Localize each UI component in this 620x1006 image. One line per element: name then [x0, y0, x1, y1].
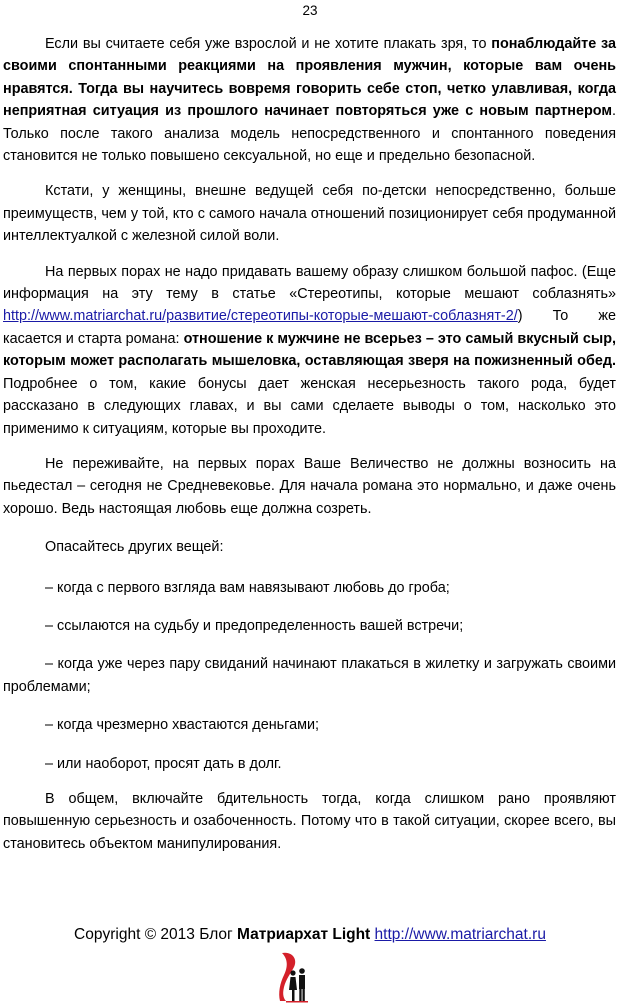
footer-link[interactable]: http://www.matriarchat.ru: [374, 926, 546, 943]
paragraph-3-text-3: Подробнее о том, какие бонусы дает женская несерьезность такого рода, будет рассказано в следующих главах, и вы сами сделаете выводы о том, насколько это применимо к ситуациям, которые вы проходите.: [3, 375, 616, 437]
footer-prefix: Copyright © 2013 Блог: [74, 926, 238, 943]
paragraph-3: [3, 261, 616, 440]
footer-copyright: [0, 924, 620, 946]
list-item-3: – когда уже через пару свиданий начинают плакаться в жилетку и загружать своими проблемами;: [3, 656, 616, 695]
paragraph-1-text-1: Если вы считаете себя уже взрослой и не хотите плакать зря, то: [45, 36, 492, 52]
article-link[interactable]: http://www.matriarchat.ru/развитие/стереотипы-которые-мешают-соблазнят-2/: [3, 308, 518, 325]
list-item-1: – когда с первого взгляда вам навязывают любовь до гроба;: [45, 579, 450, 596]
paragraph-3-text-1: На первых порах не надо придавать вашему образу слишком большой пафос. (Еще информация на эту тему в статье «Стереотипы, которые мешают соблазнять»: [3, 263, 616, 303]
paragraph-3-text-2: ) То же касается и старта романа:: [3, 308, 616, 347]
list-item-2: – ссылаются на судьбу и предопределенность вашей встречи;: [45, 617, 464, 634]
paragraph-2: Кстати, у женщины, внешне ведущей себя по-детски непосредственно, больше преимуществ, чем у той, кто с самого начала отношений позиционирует себя продуманной интеллектуалкой с железной силой воли.: [3, 183, 616, 245]
page-content: [3, 33, 616, 855]
paragraph-5: Опасайтесь других вещей:: [45, 539, 224, 556]
paragraph-1-text-2: . Только после такого анализа модель непосредственного и спонтанного поведения становится не только повышено сексуальной, но еще и предельно безопасной.: [3, 103, 616, 165]
paragraph-1: [3, 33, 616, 167]
list-item-4: – когда чрезмерно хвастаются деньгами;: [45, 717, 320, 734]
paragraph-4: Не переживайте, на первых порах Ваше Величество не должны возносить на пьедестал – сегодня не Средневековье. Для начала романа это нормально, и даже очень хорошо. Ведь настоящая любовь еще должна созреть.: [3, 455, 616, 517]
matriarchat-logo-icon: [278, 949, 314, 1003]
paragraph-3-bold: отношение к мужчине не всерьез – это самый вкусный сыр, которым может располагать мышеловка, оставляющая зверя на пожизненный обед.: [3, 330, 617, 370]
page-number: 23: [302, 3, 318, 18]
list-item-5: – или наоборот, просят дать в долг.: [45, 755, 282, 772]
paragraph-1-bold: понаблюдайте за своими спонтанными реакциями на проявления мужчин, которые вам очень нравятся. Тогда вы научитесь вовремя говорить себе стоп, четко улавливая, когда неприятная ситуация из прошлого начинает повторяться уже с новым партнером: [3, 36, 617, 120]
paragraph-6: В общем, включайте бдительность тогда, когда слишком рано проявляют повышенную серьезность и озабоченность. Потому что в такой ситуации, скорее всего, вы становитесь объектом манипулирования.: [3, 790, 616, 852]
footer-brand: Матриархат Light: [237, 926, 371, 943]
